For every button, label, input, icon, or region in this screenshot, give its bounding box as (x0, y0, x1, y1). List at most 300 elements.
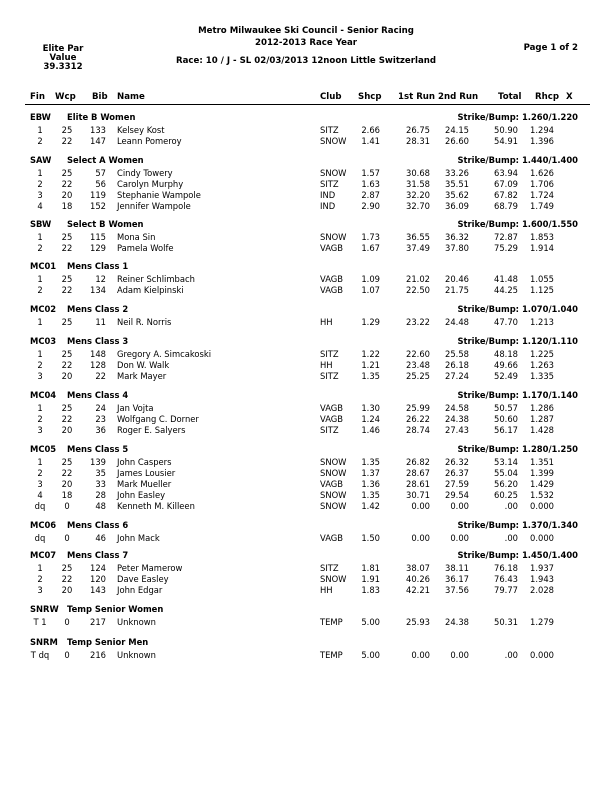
cell-run1: 26.82 (406, 456, 430, 467)
cell-fin: 3 (37, 478, 43, 489)
cell-total: 55.04 (494, 467, 518, 478)
cell-run1: 42.21 (406, 584, 430, 595)
cell-club: SNOW (320, 467, 347, 478)
cell-rhcp: 1.351 (530, 456, 554, 467)
elite-par-label (43, 45, 84, 72)
cell-run2: 37.56 (445, 584, 469, 595)
cell-rhcp: 1.286 (530, 402, 554, 413)
cell-shcp: 5.00 (361, 616, 380, 627)
cell-total: 63.94 (494, 167, 518, 178)
cell-run1: 0.00 (411, 501, 430, 512)
section-strike-bump: Strike/Bump: 1.280/1.250 (457, 444, 578, 454)
cell-shcp: 1.57 (361, 167, 380, 178)
section-title: Select A Women (67, 155, 144, 165)
cell-total: 52.49 (494, 370, 518, 381)
cell-wcp: 25 (61, 348, 73, 359)
cell-club: VAGB (320, 273, 344, 284)
cell-fin: T 1 (33, 616, 47, 627)
cell-run2: 24.38 (445, 413, 469, 424)
section-strike-bump: Strike/Bump: 1.370/1.340 (457, 520, 578, 530)
cell-run2: 0.00 (450, 532, 469, 543)
cell-total: 67.09 (494, 178, 518, 189)
cell-total: 41.48 (494, 273, 518, 284)
cell-name: Leann Pomeroy (117, 135, 182, 146)
cell-run1: 28.61 (406, 478, 430, 489)
cell-club: TEMP (320, 616, 343, 627)
cell-run1: 32.20 (406, 189, 430, 200)
cell-fin: 2 (37, 178, 43, 189)
cell-rhcp: 1.213 (530, 316, 554, 327)
cell-name: Gregory A. Simcakoski (117, 348, 212, 359)
cell-wcp: 18 (61, 490, 73, 501)
cell-rhcp: 1.943 (530, 573, 554, 584)
cell-shcp: 1.37 (361, 467, 380, 478)
cell-run2: 35.62 (445, 189, 469, 200)
cell-run2: 35.51 (445, 178, 469, 189)
cell-total: 72.87 (494, 231, 518, 242)
cell-club: VAGB (320, 532, 344, 543)
cell-run1: 23.48 (406, 359, 430, 370)
section-strike-bump: Strike/Bump: 1.440/1.400 (457, 155, 578, 165)
cell-run2: 26.32 (445, 456, 469, 467)
cell-total: .00 (504, 532, 518, 543)
cell-name: Stephanie Wampole (117, 189, 201, 200)
cell-rhcp: 1.335 (530, 370, 554, 381)
section-title: Mens Class 6 (67, 520, 129, 530)
cell-name: Kelsey Kost (117, 124, 165, 135)
cell-rhcp: 1.428 (530, 424, 554, 435)
cell-shcp: 1.36 (361, 478, 380, 489)
cell-rhcp: 1.055 (530, 273, 554, 284)
cell-wcp: 20 (61, 189, 73, 200)
cell-wcp: 22 (61, 467, 73, 478)
cell-fin: 1 (37, 167, 43, 178)
cell-rhcp: 1.724 (530, 189, 554, 200)
cell-bib: 133 (90, 124, 106, 135)
cell-fin: 1 (37, 124, 43, 135)
cell-bib: 152 (90, 201, 106, 212)
cell-bib: 124 (90, 562, 106, 573)
cell-wcp: 18 (61, 201, 73, 212)
cell-shcp: 1.24 (361, 413, 380, 424)
cell-club: SNOW (320, 456, 347, 467)
cell-total: 68.79 (494, 201, 518, 212)
cell-bib: 22 (95, 370, 106, 381)
cell-bib: 56 (95, 178, 106, 189)
cell-shcp: 1.35 (361, 370, 380, 381)
cell-wcp: 22 (61, 178, 73, 189)
cell-wcp: 25 (61, 167, 73, 178)
cell-name: Jan Vojta (117, 402, 154, 413)
section-code: MC03 (30, 336, 57, 346)
cell-club: IND (320, 189, 336, 200)
col-wcp: Wcp (55, 92, 76, 102)
cell-fin: dq (34, 532, 46, 543)
cell-club: SNOW (320, 231, 347, 242)
cell-wcp: 22 (61, 573, 73, 584)
cell-club: VAGB (320, 478, 344, 489)
cell-shcp: 1.30 (361, 402, 380, 413)
cell-name: Dave Easley (117, 573, 169, 584)
cell-wcp: 0 (64, 532, 70, 543)
cell-fin: 1 (37, 231, 43, 242)
cell-total: 50.60 (494, 413, 518, 424)
cell-run2: 21.75 (445, 284, 469, 295)
cell-shcp: 1.21 (361, 359, 380, 370)
cell-run1: 0.00 (411, 532, 430, 543)
col-shcp: Shcp (358, 92, 382, 102)
cell-club: SITZ (320, 124, 339, 135)
cell-rhcp: 1.937 (530, 562, 554, 573)
cell-bib: 33 (95, 478, 106, 489)
cell-name: Cindy Towery (117, 167, 173, 178)
cell-bib: 143 (90, 584, 106, 595)
cell-wcp: 22 (61, 135, 73, 146)
page-number: Page 1 of 2 (523, 43, 578, 53)
cell-rhcp: 2.028 (530, 584, 554, 595)
cell-fin: 2 (37, 242, 43, 253)
cell-run1: 25.25 (406, 370, 430, 381)
cell-name: Don W. Walk (117, 359, 170, 370)
race-info: Race: 10 / J - SL 02/03/2013 12noon Little Switzerland (175, 56, 437, 66)
cell-rhcp: 1.853 (530, 231, 554, 242)
cell-club: SITZ (320, 424, 339, 435)
cell-total: 54.91 (494, 135, 518, 146)
cell-wcp: 25 (61, 402, 73, 413)
cell-bib: 24 (95, 402, 106, 413)
section-code: EBW (30, 112, 51, 122)
cell-run2: 26.60 (445, 135, 469, 146)
col-name: Name (117, 92, 145, 102)
cell-fin: 1 (37, 562, 43, 573)
section-strike-bump: Strike/Bump: 1.070/1.040 (457, 304, 578, 314)
cell-bib: 48 (95, 501, 106, 512)
cell-wcp: 20 (61, 584, 73, 595)
cell-run2: 20.46 (445, 273, 469, 284)
cell-run2: 36.17 (445, 573, 469, 584)
cell-run2: 36.09 (445, 201, 469, 212)
cell-shcp: 1.41 (361, 135, 380, 146)
cell-total: 67.82 (494, 189, 518, 200)
cell-run2: 25.58 (445, 348, 469, 359)
cell-name: Roger E. Salyers (117, 424, 186, 435)
cell-name: Carolyn Murphy (117, 178, 184, 189)
col-total: Total (498, 92, 522, 102)
section-code: MC07 (30, 550, 57, 560)
cell-wcp: 0 (64, 649, 70, 660)
cell-run2: 26.37 (445, 467, 469, 478)
cell-fin: dq (34, 501, 46, 512)
cell-wcp: 20 (61, 370, 73, 381)
cell-shcp: 2.66 (361, 124, 380, 135)
section-strike-bump: Strike/Bump: 1.120/1.110 (457, 336, 578, 346)
cell-fin: 2 (37, 359, 43, 370)
section-title: Mens Class 3 (67, 336, 129, 346)
cell-run2: 24.38 (445, 616, 469, 627)
cell-name: Kenneth M. Killeen (117, 501, 195, 512)
race-year: 2012-2013 Race Year (254, 38, 358, 48)
section-title: Temp Senior Women (67, 604, 164, 614)
cell-rhcp: 1.294 (530, 124, 554, 135)
cell-run1: 32.70 (406, 201, 430, 212)
cell-wcp: 25 (61, 231, 73, 242)
section-title: Mens Class 4 (67, 390, 129, 400)
cell-wcp: 25 (61, 456, 73, 467)
section-title: Mens Class 2 (67, 304, 129, 314)
cell-run1: 38.07 (406, 562, 430, 573)
cell-shcp: 1.50 (361, 532, 380, 543)
cell-name: Mona Sin (117, 231, 156, 242)
cell-wcp: 22 (61, 359, 73, 370)
cell-fin: 2 (37, 135, 43, 146)
cell-name: Unknown (117, 616, 156, 627)
cell-fin: 2 (37, 573, 43, 584)
cell-rhcp: 1.749 (530, 201, 554, 212)
section-code: SAW (30, 155, 52, 165)
cell-run1: 28.31 (406, 135, 430, 146)
cell-wcp: 22 (61, 242, 73, 253)
cell-name: John Mack (117, 532, 160, 543)
col-rhcp: Rhcp (535, 92, 559, 102)
cell-shcp: 1.29 (361, 316, 380, 327)
cell-total: 50.57 (494, 402, 518, 413)
section-code: MC05 (30, 444, 57, 454)
cell-club: HH (320, 316, 333, 327)
cell-club: SITZ (320, 178, 339, 189)
cell-name: Wolfgang C. Dorner (117, 413, 199, 424)
cell-bib: 115 (90, 231, 106, 242)
cell-name: Peter Mamerow (117, 562, 183, 573)
cell-fin: 3 (37, 370, 43, 381)
cell-club: HH (320, 584, 333, 595)
cell-rhcp: 1.287 (530, 413, 554, 424)
cell-run2: 33.26 (445, 167, 469, 178)
cell-run2: 36.32 (445, 231, 469, 242)
cell-bib: 128 (90, 359, 106, 370)
cell-shcp: 2.90 (361, 201, 380, 212)
cell-club: SNOW (320, 501, 347, 512)
cell-total: .00 (504, 501, 518, 512)
section-title: Mens Class 1 (67, 261, 129, 271)
cell-run1: 26.22 (406, 413, 430, 424)
cell-name: Reiner Schlimbach (117, 273, 195, 284)
cell-bib: 12 (95, 273, 106, 284)
cell-rhcp: 1.532 (530, 490, 554, 501)
cell-run2: 24.58 (445, 402, 469, 413)
cell-fin: 1 (37, 316, 43, 327)
cell-total: 50.90 (494, 124, 518, 135)
cell-club: IND (320, 201, 336, 212)
section-title: Elite B Women (67, 112, 136, 122)
cell-wcp: 25 (61, 316, 73, 327)
col-run2: 2nd Run (438, 92, 479, 102)
cell-wcp: 25 (61, 124, 73, 135)
cell-name: John Easley (117, 490, 166, 501)
cell-shcp: 1.83 (361, 584, 380, 595)
cell-club: SNOW (320, 135, 347, 146)
cell-bib: 23 (95, 413, 106, 424)
cell-run2: 37.80 (445, 242, 469, 253)
cell-bib: 28 (95, 490, 106, 501)
cell-total: 47.70 (494, 316, 518, 327)
cell-wcp: 0 (64, 501, 70, 512)
cell-rhcp: 1.263 (530, 359, 554, 370)
cell-run1: 21.02 (406, 273, 430, 284)
cell-total: 60.25 (494, 490, 518, 501)
cell-bib: 120 (90, 573, 106, 584)
cell-fin: 2 (37, 467, 43, 478)
cell-bib: 134 (90, 284, 106, 295)
cell-rhcp: 0.000 (530, 532, 554, 543)
section-code: MC02 (30, 304, 57, 314)
cell-bib: 57 (95, 167, 106, 178)
cell-rhcp: 1.225 (530, 348, 554, 359)
cell-shcp: 5.00 (361, 649, 380, 660)
cell-run2: 24.48 (445, 316, 469, 327)
cell-total: 79.77 (494, 584, 518, 595)
cell-run2: 24.15 (445, 124, 469, 135)
cell-run1: 26.75 (406, 124, 430, 135)
cell-wcp: 22 (61, 413, 73, 424)
section-title: Select B Women (67, 219, 144, 229)
cell-total: 56.17 (494, 424, 518, 435)
cell-shcp: 1.81 (361, 562, 380, 573)
cell-wcp: 25 (61, 273, 73, 284)
cell-fin: 1 (37, 273, 43, 284)
cell-wcp: 20 (61, 424, 73, 435)
section-code: MC04 (30, 390, 57, 400)
section-code: MC06 (30, 520, 57, 530)
cell-fin: 3 (37, 584, 43, 595)
cell-bib: 11 (95, 316, 106, 327)
cell-club: VAGB (320, 284, 344, 295)
cell-club: SNOW (320, 490, 347, 501)
cell-club: SITZ (320, 370, 339, 381)
cell-total: 75.29 (494, 242, 518, 253)
cell-bib: 147 (90, 135, 106, 146)
cell-run1: 22.50 (406, 284, 430, 295)
cell-run1: 22.60 (406, 348, 430, 359)
cell-run1: 25.93 (406, 616, 430, 627)
cell-total: 53.14 (494, 456, 518, 467)
elite-par-label-line1: Elite Par (42, 44, 84, 54)
elite-par-label-line2: Value (49, 53, 77, 63)
section-code: MC01 (30, 261, 57, 271)
cell-run1: 30.68 (406, 167, 430, 178)
cell-shcp: 2.87 (361, 189, 380, 200)
cell-name: Pamela Wolfe (117, 242, 174, 253)
cell-run1: 31.58 (406, 178, 430, 189)
cell-bib: 148 (90, 348, 106, 359)
cell-run2: 0.00 (450, 649, 469, 660)
col-fin: Fin (30, 92, 45, 102)
org-title: Metro Milwaukee Ski Council - Senior Racing (198, 26, 414, 36)
cell-bib: 119 (90, 189, 106, 200)
cell-run1: 30.71 (406, 490, 430, 501)
cell-total: 56.20 (494, 478, 518, 489)
cell-shcp: 1.91 (361, 573, 380, 584)
cell-club: SNOW (320, 573, 347, 584)
section-title: Mens Class 5 (67, 444, 129, 454)
section-title: Temp Senior Men (67, 637, 149, 647)
cell-shcp: 1.35 (361, 490, 380, 501)
cell-fin: 1 (37, 402, 43, 413)
cell-fin: 1 (37, 348, 43, 359)
col-run1: 1st Run (398, 92, 436, 102)
cell-fin: T dq (30, 649, 50, 660)
cell-club: SITZ (320, 348, 339, 359)
cell-name: James Lousier (117, 467, 176, 478)
cell-run2: 27.59 (445, 478, 469, 489)
cell-run2: 38.11 (445, 562, 469, 573)
header-rule (25, 104, 590, 105)
col-x: X (566, 92, 573, 102)
cell-rhcp: 1.279 (530, 616, 554, 627)
cell-rhcp: 1.399 (530, 467, 554, 478)
cell-wcp: 20 (61, 478, 73, 489)
cell-run1: 25.99 (406, 402, 430, 413)
cell-run1: 0.00 (411, 649, 430, 660)
cell-run2: 29.54 (445, 490, 469, 501)
cell-club: VAGB (320, 413, 344, 424)
cell-club: VAGB (320, 402, 344, 413)
cell-name: Unknown (117, 649, 156, 660)
cell-bib: 129 (90, 242, 106, 253)
cell-run1: 28.74 (406, 424, 430, 435)
cell-club: HH (320, 359, 333, 370)
cell-wcp: 0 (64, 616, 70, 627)
cell-rhcp: 1.125 (530, 284, 554, 295)
cell-club: SITZ (320, 562, 339, 573)
section-code: SNRW (30, 604, 59, 614)
cell-run1: 37.49 (406, 242, 430, 253)
section-strike-bump: Strike/Bump: 1.260/1.220 (457, 112, 578, 122)
cell-fin: 3 (37, 424, 43, 435)
cell-total: 49.66 (494, 359, 518, 370)
cell-rhcp: 0.000 (530, 649, 554, 660)
cell-shcp: 1.35 (361, 456, 380, 467)
cell-fin: 1 (37, 456, 43, 467)
section-strike-bump: Strike/Bump: 1.600/1.550 (457, 219, 578, 229)
cell-shcp: 1.22 (361, 348, 380, 359)
cell-shcp: 1.42 (361, 501, 380, 512)
cell-total: .00 (504, 649, 518, 660)
cell-club: SNOW (320, 167, 347, 178)
cell-name: John Caspers (117, 456, 172, 467)
cell-shcp: 1.73 (361, 231, 380, 242)
cell-name: Jennifer Wampole (117, 201, 191, 212)
cell-run2: 26.18 (445, 359, 469, 370)
cell-fin: 2 (37, 284, 43, 295)
cell-bib: 217 (90, 616, 106, 627)
cell-total: 76.18 (494, 562, 518, 573)
cell-run2: 27.24 (445, 370, 469, 381)
section-code: SNRM (30, 637, 58, 647)
cell-total: 44.25 (494, 284, 518, 295)
cell-bib: 46 (95, 532, 106, 543)
cell-rhcp: 1.914 (530, 242, 554, 253)
cell-shcp: 1.46 (361, 424, 380, 435)
elite-par-value: 39.3312 (43, 62, 83, 72)
cell-run2: 0.00 (450, 501, 469, 512)
cell-shcp: 1.67 (361, 242, 380, 253)
cell-run1: 23.22 (406, 316, 430, 327)
col-bib: Bib (92, 92, 108, 102)
cell-club: TEMP (320, 649, 343, 660)
cell-run2: 27.43 (445, 424, 469, 435)
cell-rhcp: 1.396 (530, 135, 554, 146)
cell-bib: 216 (90, 649, 106, 660)
